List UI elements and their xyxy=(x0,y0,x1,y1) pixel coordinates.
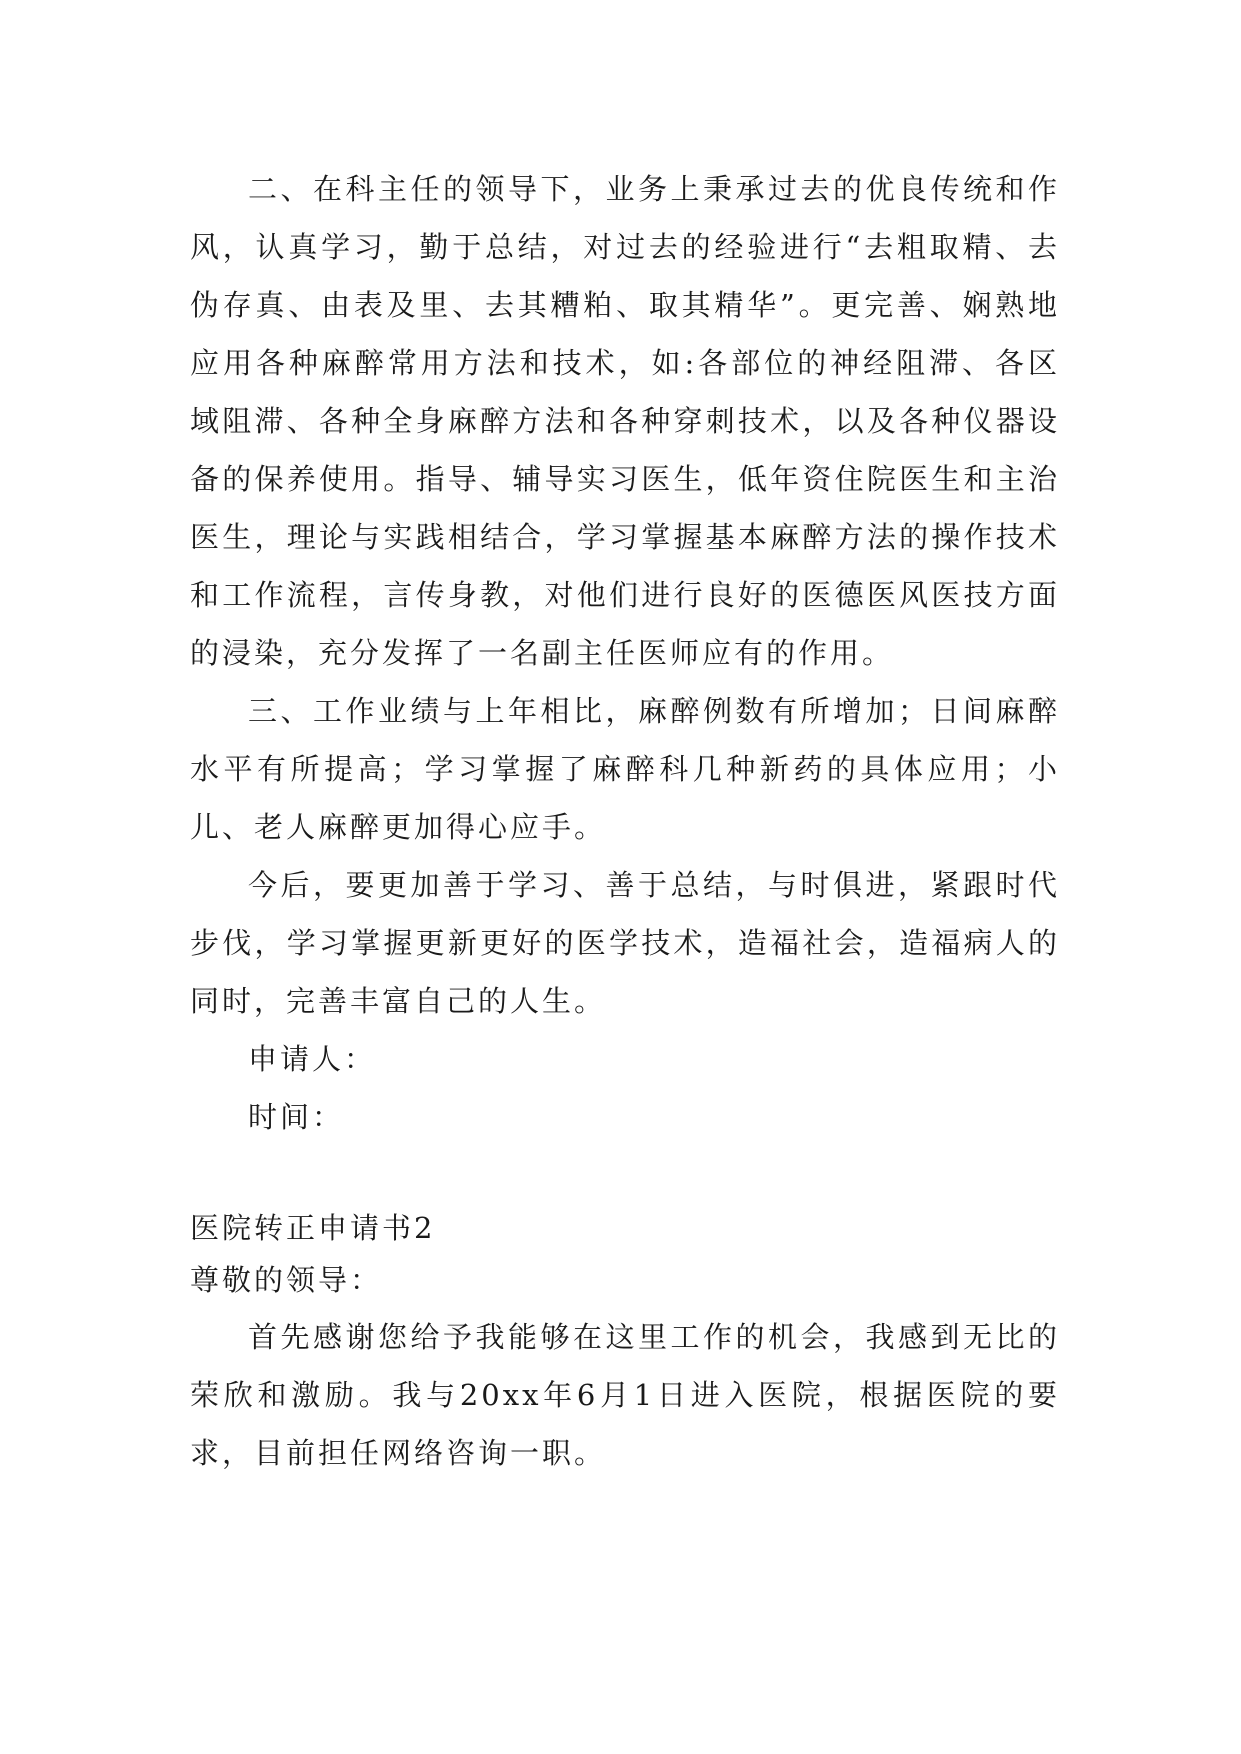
paragraph-section-two: 二、在科主任的领导下，业务上秉承过去的优良传统和作风，认真学习，勤于总结，对过去的经验进行“去粗取精、去伪存真、由表及里、去其糟粕、取其精华”。更完善、娴熟地应用各种麻醉常用方法和技术，如:各部位的神经阻滞、各区域阻滞、各种全身麻醉方法和各种穿刺技术，以及各种仪器设备的保养使用。指导、辅导实习医生，低年资住院医生和主治医生，理论与实践相结合，学习掌握基本麻醉方法的操作技术和工作流程，言传身教，对他们进行良好的医德医风医技方面的浸染，充分发挥了一名副主任医师应有的作用。 xyxy=(190,172,1060,670)
time-label: 时间： xyxy=(248,1100,345,1134)
applicant-label: 申请人： xyxy=(248,1042,377,1076)
section-gap xyxy=(190,1146,1060,1204)
salutation: 尊敬的领导： xyxy=(190,1263,383,1297)
paragraph-intro: 首先感谢您给予我能够在这里工作的机会，我感到无比的荣欣和激励。我与20xx年6月1日进入医院，根据医院的要求，目前担任网络咨询一职。 xyxy=(190,1320,1060,1470)
section-title: 医院转正申请书2 xyxy=(190,1211,436,1245)
paragraph-future-plans: 今后，要更加善于学习、善于总结，与时俱进，紧跟时代步伐，学习掌握更新更好的医学技术，造福社会，造福病人的同时，完善丰富自己的人生。 xyxy=(190,868,1060,1018)
paragraph-section-three: 三、工作业绩与上年相比，麻醉例数有所增加；日间麻醉水平有所提高；学习掌握了麻醉科几种新药的具体应用；小儿、老人麻醉更加得心应手。 xyxy=(190,694,1060,844)
document-body xyxy=(190,160,1060,1482)
